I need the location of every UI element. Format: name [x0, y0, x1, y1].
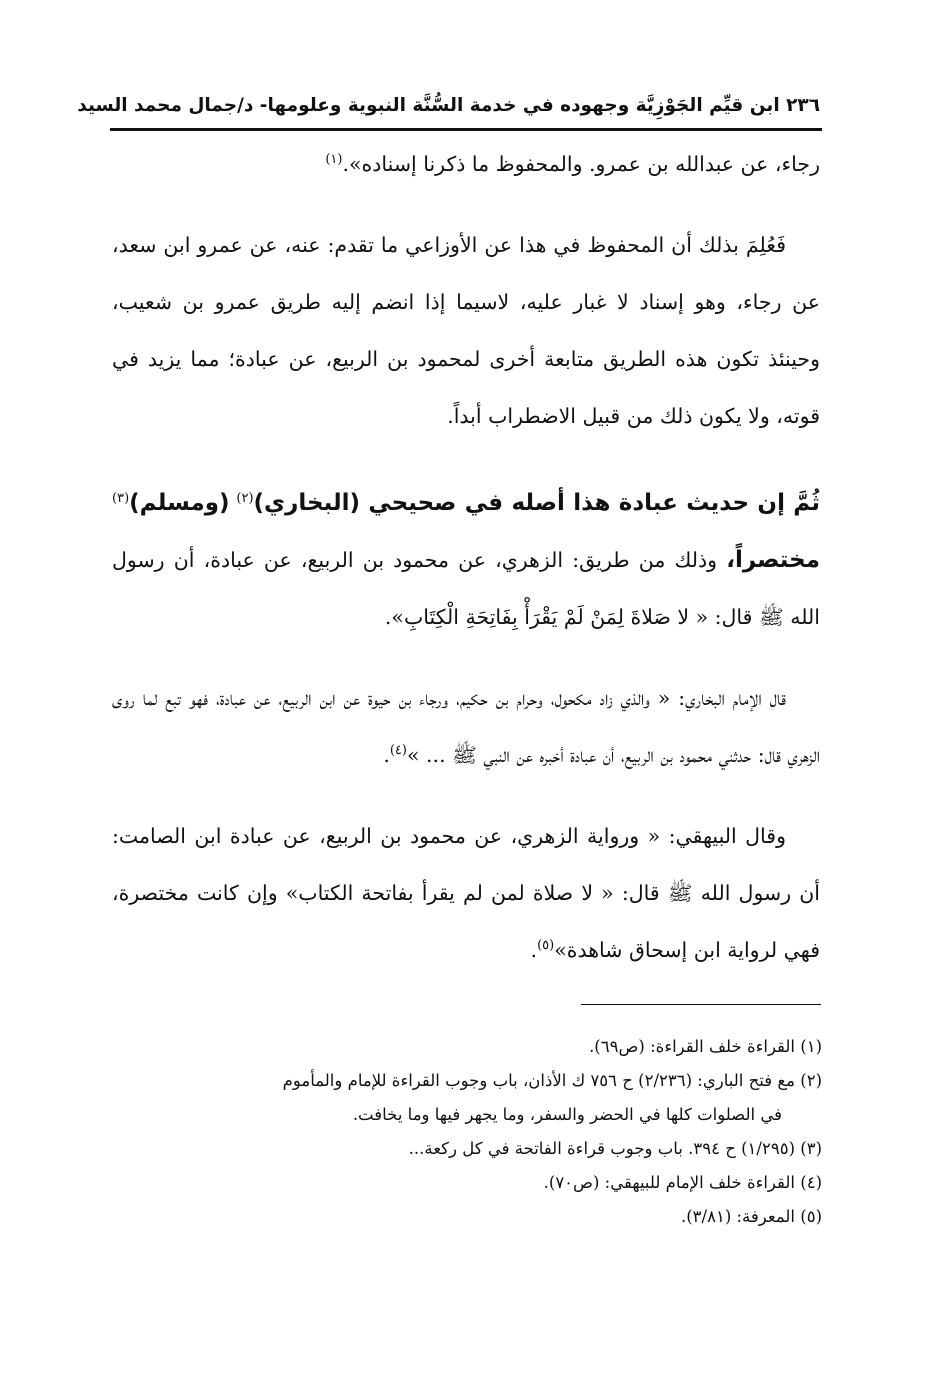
paragraph-3 [112, 475, 820, 646]
footnote-ref-3: (٣) [112, 491, 130, 507]
main-text [112, 136, 820, 979]
paragraph-gap [112, 445, 820, 475]
paragraph-1-text: رجاء، عن عبدالله بن عمرو. والمحفوظ ما ذكرنا إسناده». [342, 152, 820, 176]
footnote-4: (٤) القراءة خلف الإمام للبيهقي: (ص٧٠). [543, 1173, 822, 1192]
footnote-2-continuation: في الصلوات كلها في الحضر والسفر، وما يجهر فيها وما يخافت. [352, 1105, 782, 1124]
footnote-ref-4: (٤) [389, 743, 407, 759]
header-rule [110, 128, 822, 131]
footnote-5: (٥) المعرفة: (٣/٨١). [680, 1207, 822, 1226]
footnote-separator [581, 1004, 821, 1005]
footnote-ref-2: (٢) [236, 491, 254, 507]
paragraph-2-text: فَعُلِمَ بذلك أن المحفوظ في هذا عن الأوزاعي ما تقدم: عنه، عن عمرو ابن سعد، عن رجاء، وهو إسناد لا غبار عليه، لاسيما إذا انضم إليه طريق عمرو بن شعيب، وحينئذ تكون هذه الطريق متابعة أخرى لمحمود بن الربيع، عن عبادة؛ مما يزيد في قوته، ولا يكون ذلك من قبيل الاضطراب أبداً. [112, 233, 820, 428]
paragraph-2 [112, 217, 820, 445]
running-header [77, 86, 820, 126]
footnote-ref-1: (١) [325, 152, 343, 168]
section-heading-abridged: مختصراً، [726, 547, 820, 573]
running-header-title: ٢٣٦ ابن قيِّم الجَوْزِيَّة وجهوده في خدمة السُّنَّة النبوية وعلومها- د/جمال محمد السيد [77, 95, 820, 116]
section-heading-muslim: (ومسلم) [129, 490, 230, 516]
paragraph-5: وقال البيهقي: « ورواية الزهري، عن محمود بن الربيع، عن عبادة ابن الصامت: أن رسول الله ﷺ قال: « لا صلاة لمن لم يقرأ بفاتحة الكتاب» وإن كانت مختصرة، فهي لرواية ابن إسحاق شاهدة»$^{(٥)}$. [112, 824, 820, 962]
footnote-2: (٢) مع فتح الباري: (٢/٢٣٦) ح ٧٥٦ ك الأذان، باب وجوب القراءة للإمام والمأموم [282, 1071, 822, 1090]
paragraph-3-text: وذلك من طريق: الزهري، عن محمود بن الربيع، عن عبادة، أن رسول الله ﷺ قال: « لا صَلاةَ لِمَنْ لَمْ يَقْرَأْ بِفَاتِحَةِ الْكِتَابِ». [112, 548, 820, 629]
paragraph-4: قال الإمام البخاري: « والذي زاد مكحول، وحرام بن حكيم، ورجاء بن حيوة عن ابن الربيع، عن عبادة، فهو تبع لما روى الزهري قال: حدثني محمود بن الربيع، أن عبادة أخبره عن النبي ﷺ ... »$^{(٤)}$. [112, 686, 820, 767]
footnote-3: (٣) (١/٢٩٥) ح ٣٩٤. باب وجوب قراءة الفاتحة في كل ركعة... [408, 1139, 822, 1158]
section-heading: ثُمَّ إن حديث عبادة هذا أصله في صحيحي (البخاري) [253, 490, 820, 516]
paragraph-gap [112, 784, 820, 808]
footnote-ref-5: (٥) [537, 938, 555, 954]
paragraph-gap [112, 193, 820, 217]
footnote-1: (١) القراءة خلف القراءة: (ص٦٩). [589, 1037, 822, 1056]
paragraph-gap [112, 646, 820, 670]
footnotes [110, 1030, 822, 1234]
paragraph-1 [112, 136, 820, 193]
paragraph-4-text: قال الإمام البخاري: « والذي زاد مكحول، وحرام بن حكيم، ورجاء بن حيوة عن ابن الربيع، عن عبادة، فهو تبع لما روى الزهري قال: حدثني محمود بن الربيع، أن عبادة أخبره عن النبي ﷺ ... » [112, 686, 820, 767]
paragraph-5-text: وقال البيهقي: « ورواية الزهري، عن محمود بن الربيع، عن عبادة ابن الصامت: أن رسول الله ﷺ قال: « لا صلاة لمن لم يقرأ بفاتحة الكتاب» وإن كانت مختصرة، فهي لرواية ابن إسحاق شاهدة» [112, 824, 820, 962]
